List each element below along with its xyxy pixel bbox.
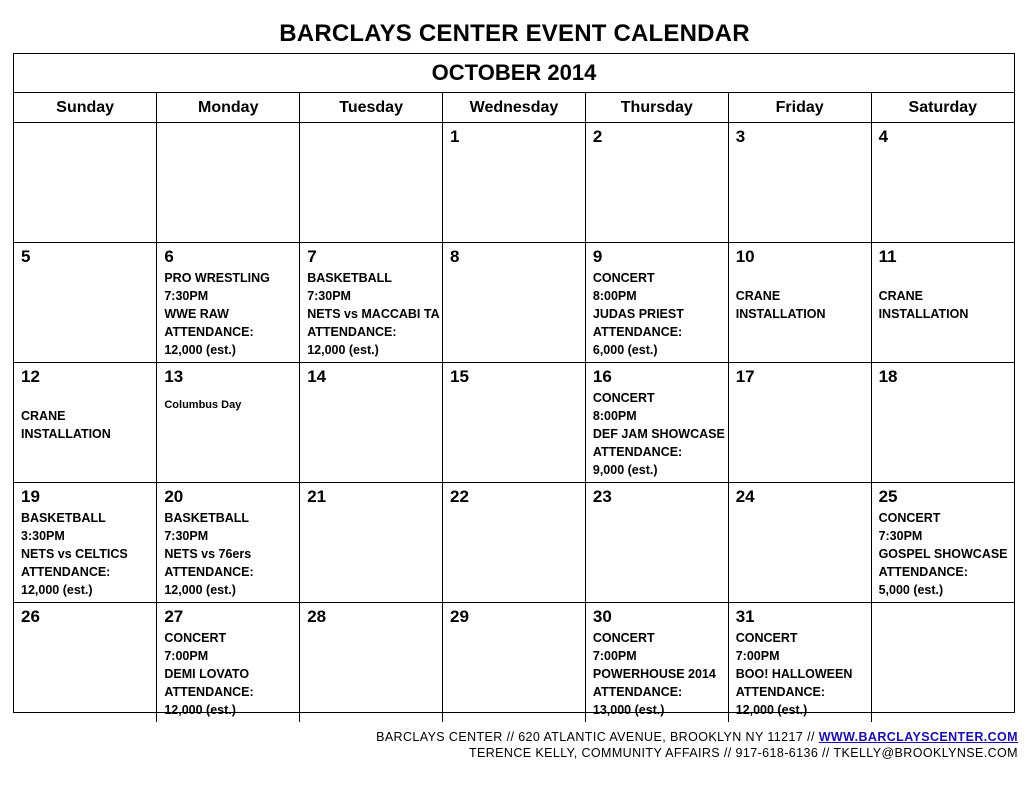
weekday-thursday: Thursday bbox=[585, 93, 728, 123]
day-number: 30 bbox=[592, 607, 612, 626]
event-time: 7:30PM bbox=[164, 529, 209, 543]
event-attendance-value: 6,000 (est.) bbox=[592, 343, 658, 357]
day-number: 3 bbox=[735, 127, 746, 146]
day-number: 1 bbox=[450, 127, 460, 146]
event-attendance-value: 12,000 (est.) bbox=[164, 703, 236, 717]
event-attendance-value: 9,000 (est.) bbox=[592, 463, 658, 477]
weekday-saturday: Saturday bbox=[871, 93, 1014, 123]
day-number: 20 bbox=[164, 487, 184, 506]
event-attendance-label: ATTENDANCE: bbox=[307, 325, 397, 339]
day-cell bbox=[443, 483, 586, 603]
day-number: 19 bbox=[21, 487, 40, 506]
day-cell bbox=[728, 123, 871, 243]
event-time: 7:00PM bbox=[164, 649, 209, 663]
event-type: BASKETBALL bbox=[21, 511, 106, 525]
day-number: 26 bbox=[21, 607, 40, 626]
day-number: 9 bbox=[592, 247, 603, 266]
week-row bbox=[14, 483, 1014, 603]
event-name: NETS vs MACCABI TA bbox=[307, 307, 440, 321]
day-cell bbox=[443, 363, 586, 483]
day-number: 23 bbox=[592, 487, 612, 506]
event-name: BOO! HALLOWEEN bbox=[735, 667, 853, 681]
event-type: CONCERT bbox=[592, 271, 655, 285]
event-attendance-label: ATTENDANCE: bbox=[164, 685, 254, 699]
day-number: 18 bbox=[878, 367, 898, 386]
event-attendance-value: 13,000 (est.) bbox=[592, 703, 665, 717]
event-name: NETS vs 76ers bbox=[164, 547, 252, 561]
weekday-monday: Monday bbox=[157, 93, 300, 123]
event-time: 3:30PM bbox=[21, 529, 65, 543]
week-row bbox=[14, 243, 1014, 363]
weekday-friday: Friday bbox=[728, 93, 871, 123]
event-note: INSTALLATION bbox=[21, 427, 111, 441]
day-number: 13 bbox=[164, 367, 184, 386]
day-number: 27 bbox=[164, 607, 184, 626]
day-number: 7 bbox=[307, 247, 317, 266]
day-number: 11 bbox=[878, 247, 897, 266]
day-cell bbox=[300, 123, 443, 243]
event-attendance-label: ATTENDANCE: bbox=[21, 565, 111, 579]
day-cell bbox=[14, 123, 157, 243]
event-attendance-value: 12,000 (est.) bbox=[735, 703, 808, 717]
event-attendance-label: ATTENDANCE: bbox=[592, 325, 683, 339]
event-name: DEMI LOVATO bbox=[164, 667, 250, 681]
day-number: 24 bbox=[735, 487, 755, 506]
day-number: 28 bbox=[307, 607, 327, 626]
day-cell bbox=[157, 123, 300, 243]
event-time: 7:30PM bbox=[878, 529, 923, 543]
event-type: CONCERT bbox=[878, 511, 941, 525]
day-number: 4 bbox=[878, 127, 889, 146]
calendar-grid bbox=[14, 93, 1014, 722]
day-cell bbox=[585, 243, 728, 363]
event-attendance-label: ATTENDANCE: bbox=[164, 565, 254, 579]
event-type: CONCERT bbox=[164, 631, 227, 645]
event-type: BASKETBALL bbox=[307, 271, 392, 285]
event-attendance-label: ATTENDANCE: bbox=[592, 445, 683, 459]
day-number: 15 bbox=[450, 367, 469, 386]
day-cell bbox=[871, 123, 1014, 243]
day-cell bbox=[14, 363, 157, 483]
weekday-tuesday: Tuesday bbox=[300, 93, 443, 123]
day-number: 29 bbox=[450, 607, 469, 626]
day-cell bbox=[585, 123, 728, 243]
event-time: 8:00PM bbox=[592, 289, 637, 303]
event-time: 7:00PM bbox=[735, 649, 780, 663]
day-cell bbox=[300, 243, 443, 363]
day-cell bbox=[157, 243, 300, 363]
weekday-sunday: Sunday bbox=[14, 93, 157, 123]
event-attendance-label: ATTENDANCE: bbox=[592, 685, 683, 699]
footer-contact: TERENCE KELLY, COMMUNITY AFFAIRS // 917-618-6136 // TKELLY@BROOKLYNSE.COM bbox=[468, 746, 1018, 760]
day-cell bbox=[871, 603, 1014, 723]
event-type: PRO WRESTLING bbox=[164, 271, 270, 285]
event-attendance-value: 12,000 (est.) bbox=[164, 343, 236, 357]
event-time: 8:00PM bbox=[592, 409, 637, 423]
day-number: 25 bbox=[878, 487, 898, 506]
event-time: 7:30PM bbox=[164, 289, 209, 303]
day-cell bbox=[728, 363, 871, 483]
day-cell bbox=[443, 123, 586, 243]
page-title: BARCLAYS CENTER EVENT CALENDAR bbox=[279, 20, 750, 47]
day-number: 8 bbox=[450, 247, 460, 266]
event-attendance-value: 12,000 (est.) bbox=[307, 343, 379, 357]
event-name: POWERHOUSE 2014 bbox=[592, 667, 716, 681]
day-number: 31 bbox=[735, 607, 755, 626]
calendar bbox=[13, 53, 1015, 717]
day-cell bbox=[443, 243, 586, 363]
event-type: CONCERT bbox=[592, 631, 655, 645]
day-number: 2 bbox=[592, 127, 603, 146]
day-cell bbox=[300, 363, 443, 483]
event-note: INSTALLATION bbox=[735, 307, 826, 321]
day-cell bbox=[728, 603, 871, 723]
weekday-wednesday: Wednesday bbox=[443, 93, 586, 123]
day-number: 14 bbox=[307, 367, 327, 386]
day-cell bbox=[585, 603, 728, 723]
event-name: DEF JAM SHOWCASE bbox=[592, 427, 725, 441]
month-title: OCTOBER 2014 bbox=[14, 54, 1014, 93]
event-type: BASKETBALL bbox=[164, 511, 250, 525]
day-number: 6 bbox=[164, 247, 174, 266]
day-number: 17 bbox=[735, 367, 755, 386]
day-cell bbox=[443, 603, 586, 723]
day-cell bbox=[14, 603, 157, 723]
event-note: CRANE bbox=[878, 289, 924, 303]
day-cell bbox=[585, 363, 728, 483]
day-cell bbox=[14, 483, 157, 603]
day-number: 22 bbox=[450, 487, 469, 506]
week-row bbox=[14, 603, 1014, 723]
footer-address: BARCLAYS CENTER // 620 ATLANTIC AVENUE, BROOKLYN NY 11217 // bbox=[376, 730, 819, 744]
footer bbox=[376, 729, 1018, 761]
week-row bbox=[14, 363, 1014, 483]
footer-address-line bbox=[376, 729, 1018, 745]
day-number: 12 bbox=[21, 367, 40, 386]
event-note: INSTALLATION bbox=[878, 307, 969, 321]
day-cell bbox=[157, 363, 300, 483]
event-name: WWE RAW bbox=[164, 307, 229, 321]
day-cell bbox=[300, 483, 443, 603]
day-cell bbox=[728, 243, 871, 363]
event-attendance-value: 12,000 (est.) bbox=[21, 583, 93, 597]
week-row bbox=[14, 123, 1014, 243]
event-attendance-label: ATTENDANCE: bbox=[735, 685, 826, 699]
event-attendance-value: 5,000 (est.) bbox=[878, 583, 944, 597]
event-note: CRANE bbox=[735, 289, 781, 303]
event-name: NETS vs CELTICS bbox=[21, 547, 128, 561]
event-attendance-label: ATTENDANCE: bbox=[878, 565, 968, 579]
day-cell bbox=[14, 243, 157, 363]
day-number: 10 bbox=[735, 247, 755, 266]
event-attendance-label: ATTENDANCE: bbox=[164, 325, 254, 339]
event-note: CRANE bbox=[21, 409, 66, 423]
weekday-header-row bbox=[14, 93, 1014, 123]
event-time: 7:30PM bbox=[307, 289, 351, 303]
event-time: 7:00PM bbox=[592, 649, 637, 663]
day-number: 5 bbox=[21, 247, 31, 266]
website-link[interactable]: WWW.BARCLAYSCENTER.COM bbox=[818, 730, 1018, 744]
day-cell bbox=[728, 483, 871, 603]
event-type: CONCERT bbox=[735, 631, 798, 645]
day-cell bbox=[585, 483, 728, 603]
day-cell bbox=[871, 483, 1014, 603]
day-cell bbox=[300, 603, 443, 723]
day-number: 16 bbox=[592, 367, 612, 386]
event-attendance-value: 12,000 (est.) bbox=[164, 583, 236, 597]
day-cell bbox=[871, 363, 1014, 483]
day-cell bbox=[871, 243, 1014, 363]
event-type: CONCERT bbox=[592, 391, 655, 405]
event-name: GOSPEL SHOWCASE bbox=[878, 547, 1008, 561]
day-number: 21 bbox=[307, 487, 327, 506]
day-cell bbox=[157, 603, 300, 723]
holiday-label: Columbus Day bbox=[164, 399, 242, 411]
event-name: JUDAS PRIEST bbox=[592, 307, 684, 321]
day-cell bbox=[157, 483, 300, 603]
